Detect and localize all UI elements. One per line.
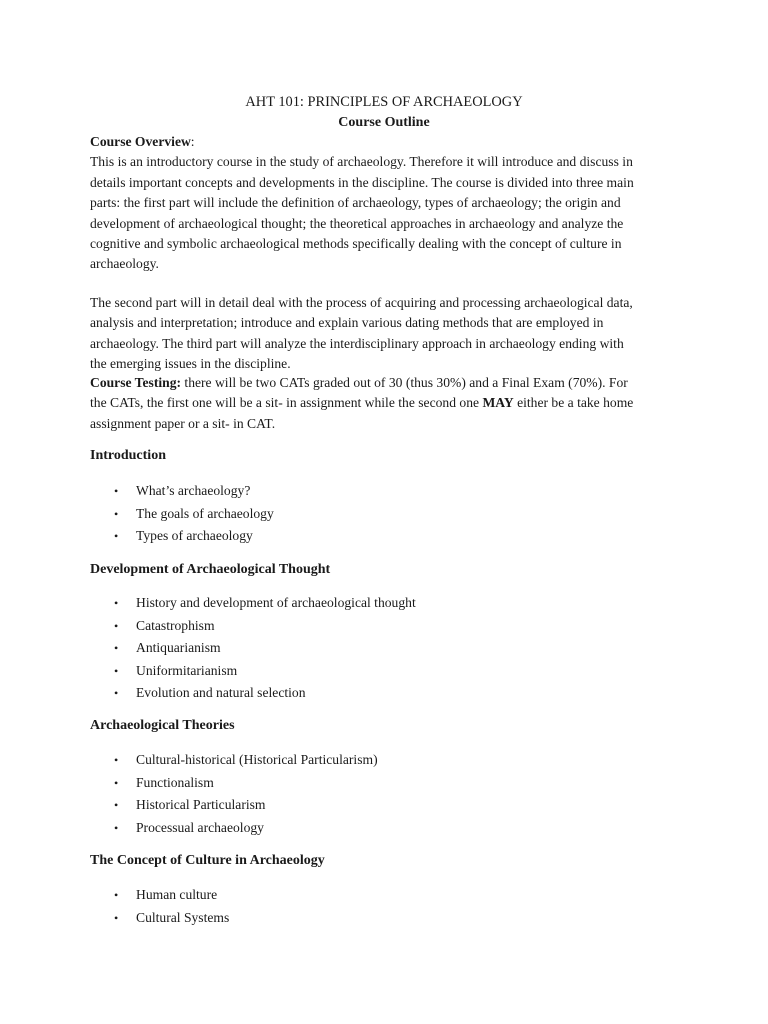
section-heading-culture: The Concept of Culture in Archaeology	[90, 853, 325, 868]
testing-line: assignment paper or a sit- in CAT.	[90, 415, 276, 431]
list-item	[114, 749, 378, 772]
list-item	[114, 817, 378, 840]
course-overview	[90, 132, 690, 275]
bullet-icon: •	[114, 888, 119, 902]
list-item-text: Human culture	[136, 887, 218, 902]
document-subtitle: Course Outline	[338, 115, 430, 130]
section-list-development	[114, 592, 416, 705]
bullet-icon: •	[114, 596, 119, 610]
list-item	[114, 682, 416, 705]
list-item	[114, 637, 416, 660]
bullet-icon: •	[114, 686, 119, 700]
list-item	[114, 525, 274, 548]
overview-line: This is an introductory course in the study of archaeology. Therefore it will introduce and discuss in	[90, 154, 633, 170]
section-heading-introduction: Introduction	[90, 448, 166, 463]
list-item-text: Evolution and natural selection	[136, 685, 306, 700]
list-item	[114, 660, 416, 683]
bullet-icon: •	[114, 529, 119, 543]
list-item-text: Catastrophism	[136, 617, 215, 633]
list-item-text: Cultural Systems	[136, 909, 230, 925]
testing-text: the CATs, the first one will be a sit- in assignment while the second one	[90, 395, 483, 411]
testing-label: Course Testing:	[90, 375, 182, 390]
testing-line	[90, 393, 690, 413]
bullet-icon: •	[114, 663, 119, 678]
second-part-line: the emerging issues in the discipline.	[90, 356, 291, 372]
list-item	[114, 615, 416, 638]
section-heading-theories: Archaeological Theories	[90, 718, 235, 733]
bullet-icon: •	[114, 820, 119, 835]
second-part-line: The second part will in detail deal with the process of acquiring and processing archaeological data,	[90, 295, 633, 310]
second-part-paragraph	[90, 293, 690, 375]
list-item	[114, 592, 416, 615]
overview-label: Course Overview	[90, 134, 191, 149]
bullet-icon: •	[114, 910, 119, 925]
list-item-text: What’s archaeology?	[136, 483, 251, 498]
testing-text: either be a take home	[513, 395, 634, 411]
testing-line	[90, 373, 690, 393]
list-item-text: History and development of archaeological thought	[136, 595, 416, 610]
bullet-icon: •	[114, 484, 119, 498]
list-item-text: Processual archaeology	[136, 819, 264, 835]
bullet-icon: •	[114, 798, 119, 812]
course-testing	[90, 373, 690, 434]
section-heading-development: Development of Archaeological Thought	[90, 562, 331, 577]
overview-line: details important concepts and developments in the discipline. The course is divided into three main	[90, 174, 634, 190]
list-item-text: Functionalism	[136, 774, 214, 790]
list-item	[114, 503, 274, 526]
bullet-icon: •	[114, 775, 119, 790]
testing-text: there will be two CATs graded out of 30 (thus 30%) and a Final Exam (70%). For	[181, 375, 628, 390]
list-item	[114, 794, 378, 817]
overview-line: cognitive and symbolic archaeological methods specifically dealing with the concept of culture in	[90, 236, 622, 252]
second-part-line: archaeology. The third part will analyze the interdisciplinary approach in archaeology ending with	[90, 335, 624, 351]
document-title: AHT 101: PRINCIPLES OF ARCHAEOLOGY	[245, 94, 523, 110]
second-part-line: analysis and interpretation; introduce and explain various dating methods that are employed in	[90, 315, 604, 331]
list-item	[114, 480, 274, 503]
list-item	[114, 772, 378, 795]
section-list-culture	[114, 884, 229, 929]
list-item-text: Historical Particularism	[136, 797, 266, 812]
overview-line: parts: the first part will include the definition of archaeology, types of archaeology; the origin and	[90, 195, 621, 211]
section-list-introduction	[114, 480, 274, 548]
overview-line: development of archaeological thought; the theoretical approaches in archaeology and analyze the	[90, 215, 624, 231]
overview-label-line	[90, 132, 690, 152]
list-item-text: Types of archaeology	[136, 528, 253, 543]
bullet-icon: •	[114, 641, 119, 655]
overview-line: archaeology.	[90, 256, 159, 272]
list-item	[114, 884, 229, 907]
bullet-icon: •	[114, 618, 119, 633]
testing-emphasis: MAY	[482, 395, 514, 411]
list-item-text: Cultural-historical (Historical Particularism)	[136, 752, 378, 767]
list-item-text: The goals of archaeology	[136, 505, 274, 521]
bullet-icon: •	[114, 753, 119, 767]
bullet-icon: •	[114, 506, 119, 521]
section-list-theories	[114, 749, 378, 839]
list-item-text: Uniformitarianism	[136, 662, 238, 678]
overview-colon: :	[190, 134, 195, 149]
list-item-text: Antiquarianism	[136, 640, 221, 655]
list-item	[114, 907, 229, 930]
